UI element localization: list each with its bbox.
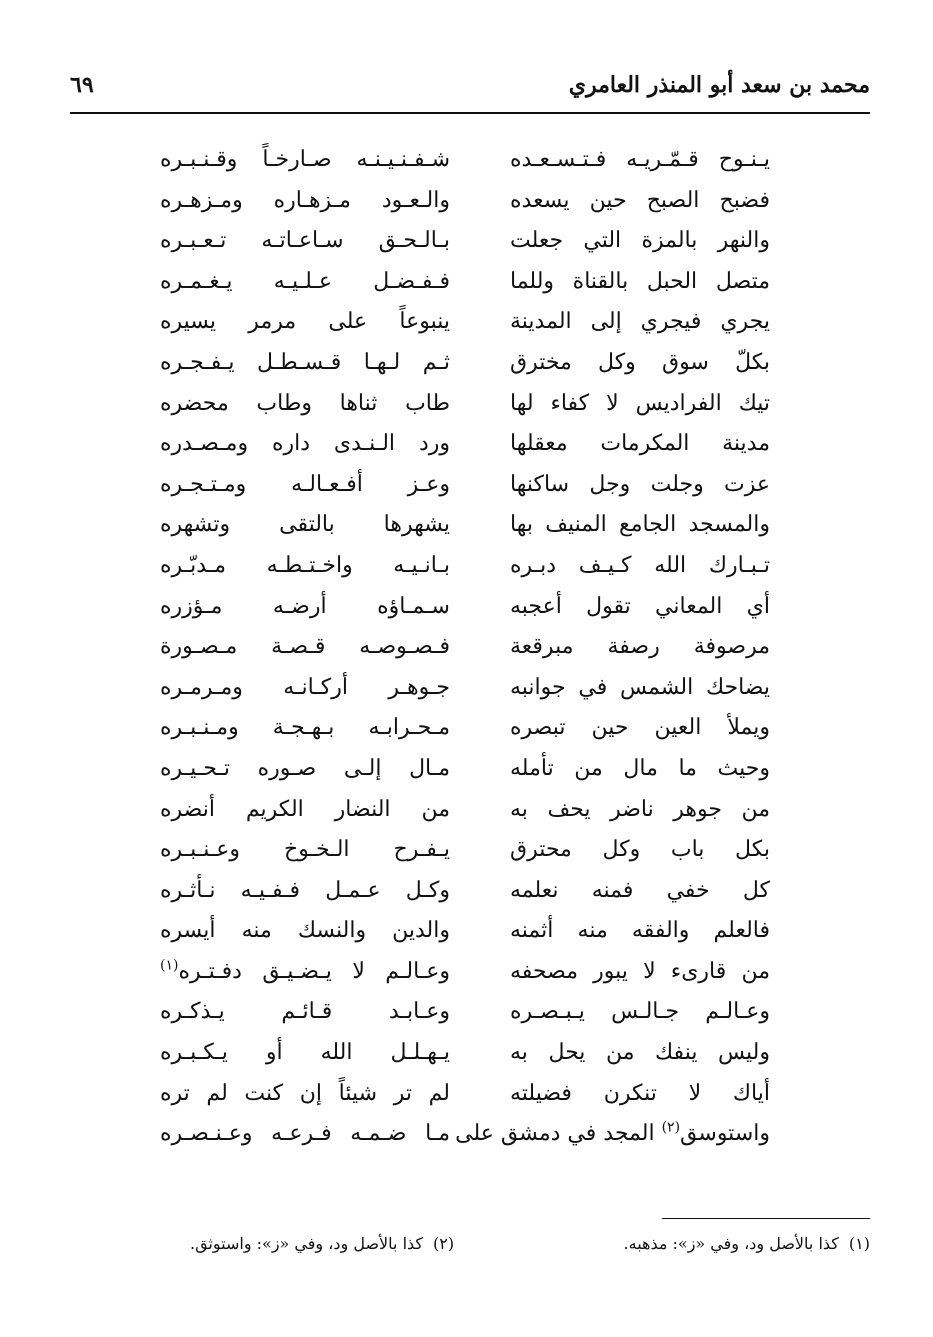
verse-row (160, 871, 770, 912)
verse-row (160, 830, 770, 871)
hemistich-text: وعـالـم لا يـضـيـق دفـتـره (178, 958, 450, 984)
hemistich-text: تـبـارك الله كـيـف دبـره (510, 552, 770, 578)
footnote-text: كذا بالأصل ود، وفي «ز»: مذهبه. (623, 1234, 839, 1253)
hemistich-text: بـانـيـه واخـتـطـه مـدبّـره (160, 552, 450, 578)
hemistich-text: مـا ضـمـه فـرعـه وعـنـصـره (160, 1121, 450, 1147)
hemistich-text: طاب ثناها وطاب محضره (160, 390, 450, 416)
hemistich-text: ينبوعاً على مرمر يسيره (160, 309, 450, 335)
verse-row (160, 587, 770, 628)
hemistich-text: يـفـرح الـخـوخ وعـنـبـره (160, 837, 450, 863)
verse-second-hemistich (160, 1114, 450, 1154)
verse-second-hemistich (160, 587, 450, 627)
verse-second-hemistich (160, 749, 450, 789)
verse-second-hemistich (160, 546, 450, 586)
verse-second-hemistich (160, 992, 450, 1032)
hemistich-text: فـفـضـل عـلـيـه يـغـمـره (160, 268, 450, 294)
footnote-text: كذا بالأصل ود، وفي «ز»: واستوثق. (190, 1234, 424, 1253)
verse-first-hemistich (510, 343, 770, 383)
footnote-1 (624, 1234, 870, 1253)
header-divider (70, 112, 870, 114)
verse-second-hemistich (160, 708, 450, 748)
verse-first-hemistich (510, 546, 770, 586)
verse-row (160, 424, 770, 465)
verse-row (160, 749, 770, 790)
hemistich-text: شـفـنـيـنـه صـارخـاً وقـنـبـره (160, 147, 450, 172)
hemistich-text: أي المعاني تقول أعجبه (510, 593, 770, 619)
verse-first-hemistich (510, 1074, 770, 1114)
hemistich-text: مـال إلـى صـوره تـحـيـره (160, 755, 450, 781)
verse-first-hemistich (510, 302, 770, 342)
hemistich-text: متصل الحبل بالقناة وللما (510, 268, 770, 294)
verse-row (160, 1033, 770, 1074)
header-title: محمد بن سعد أبو المنذر العامري (568, 72, 870, 98)
hemistich-text: والمسجد الجامع المنيف بها (510, 512, 770, 538)
verse-first-hemistich (510, 505, 770, 545)
verse-first-hemistich (510, 871, 770, 911)
verse-row (160, 181, 770, 222)
hemistich-text: جـوهـر أركـانـه ومـرمـره (160, 674, 450, 700)
verse-row (160, 505, 770, 546)
hemistich-text: مـحـرابـه بـهـجـة ومـنـبـره (160, 715, 450, 741)
hemistich-text: وحيث ما مال من تأمله (510, 755, 770, 781)
verse-second-hemistich (160, 262, 450, 302)
hemistich-text: والدين والنسك منه أيسره (160, 918, 450, 944)
verse-first-hemistich (510, 262, 770, 302)
verse-second-hemistich (160, 911, 450, 951)
poem (160, 140, 770, 1155)
hemistich-text: مدينة المكرمات معقلها (510, 431, 770, 457)
verse-first-hemistich (510, 1033, 770, 1073)
hemistich-text: سـمـاؤه أرضـه مـؤزره (160, 593, 450, 619)
verse-row (160, 262, 770, 303)
hemistich-text: وكـل عـمـل فـفـيـه نـأثـره (160, 877, 450, 903)
verse-first-hemistich (510, 140, 770, 180)
running-header (70, 66, 870, 106)
hemistich-text: وعـابـد قـائـم يـذكـره (160, 999, 450, 1025)
verse-first-hemistich (510, 952, 770, 992)
page-number: ٦٩ (70, 72, 94, 98)
hemistich-text: من النضار الكريم أنضره (160, 796, 450, 822)
hemistich-text: عزت وجلت وجل ساكنها (510, 471, 770, 497)
verse-row (160, 668, 770, 709)
hemistich-text: فـصـوصـه قـصـة مـصـورة (160, 634, 450, 660)
verse-row (160, 1114, 770, 1155)
hemistich-text: والنهر بالمزة التي جعلت (510, 228, 770, 254)
verse-second-hemistich (160, 302, 450, 342)
verse-second-hemistich (160, 384, 450, 424)
hemistich-text: بـالـحـق سـاعـاتـه تـعـبـره (160, 228, 450, 254)
verse-first-hemistich (510, 465, 770, 505)
hemistich-text: والـعـود مـزهـاره ومـزهـره (160, 187, 450, 213)
verse-second-hemistich (160, 830, 450, 870)
verse-row (160, 140, 770, 181)
hemistich-text: واستوسق (680, 1121, 770, 1147)
verse-first-hemistich (510, 992, 770, 1032)
verse-row (160, 221, 770, 262)
hemistich-text: لم تر شيئاً إن كنت لم تره (160, 1080, 450, 1106)
verse-second-hemistich (160, 790, 450, 830)
verse-row (160, 952, 770, 993)
verse-second-hemistich (160, 627, 450, 667)
verse-first-hemistich (510, 790, 770, 830)
hemistich-text: من قارىء لا يبور مصحفه (510, 958, 770, 984)
hemistich-text: يضاحك الشمس في جوانبه (510, 674, 770, 700)
footnote-reference: (١) (160, 957, 179, 974)
verse-second-hemistich (160, 424, 450, 464)
footnote-number: (٢) (433, 1234, 455, 1253)
verse-second-hemistich (160, 952, 450, 992)
footnote-reference: (٢) (661, 1119, 681, 1136)
hemistich-text: المجد في دمشق على (455, 1121, 655, 1147)
hemistich-text: أياك لا تنكرن فضيلته (510, 1080, 770, 1106)
verse-row (160, 790, 770, 831)
verse-second-hemistich (160, 1033, 450, 1073)
hemistich-text: يـهـلـل الله أو يـكـبـره (160, 1040, 450, 1066)
hemistich-text: بكلّ سوق وكل مخترق (510, 349, 770, 375)
verse-row (160, 465, 770, 506)
hemistich-text: وعـالـم جـالـس يـبـصـره (510, 999, 770, 1025)
verse-row (160, 343, 770, 384)
footnotes (190, 1234, 870, 1264)
hemistich-text: يـنـوح قـمّـريـه فـتـسـعـده (510, 147, 770, 172)
hemistich-text: وليس ينفك من يحل به (510, 1040, 770, 1066)
verse-row (160, 911, 770, 952)
hemistich-text: بكل باب وكل محترق (510, 837, 770, 863)
verse-second-hemistich (160, 505, 450, 545)
verse-row (160, 384, 770, 425)
footnote-number: (١) (848, 1234, 870, 1253)
verse-row (160, 992, 770, 1033)
verse-first-hemistich (510, 221, 770, 261)
hemistich-text: من جوهر ناضر يحف به (510, 796, 770, 822)
hemistich-text: فالعلم والفقه منه أثمنه (510, 918, 770, 944)
hemistich-text: كل خفي فمنه نعلمه (510, 877, 770, 903)
verse-first-hemistich (510, 830, 770, 870)
verse-row (160, 1074, 770, 1115)
verse-row (160, 627, 770, 668)
verse-first-hemistich (510, 911, 770, 951)
footnote-divider (662, 1218, 870, 1219)
verse-first-hemistich (510, 627, 770, 667)
verse-first-hemistich (510, 424, 770, 464)
hemistich-text: مرصوفة رصفة مبرقعة (510, 634, 770, 660)
verse-row (160, 302, 770, 343)
verse-first-hemistich (510, 708, 770, 748)
verse-first-hemistich (455, 1114, 770, 1154)
hemistich-text: وعـز أفـعـالـه ومـتـجـره (160, 471, 450, 497)
verse-second-hemistich (160, 140, 450, 180)
hemistich-text: تيك الفراديس لا كفاء لها (510, 390, 770, 416)
verse-first-hemistich (510, 749, 770, 789)
verse-second-hemistich (160, 1074, 450, 1114)
verse-second-hemistich (160, 343, 450, 383)
footnote-2 (190, 1234, 454, 1253)
hemistich-text: ثـم لـهـا قـسـطـل يـفـجـره (160, 349, 450, 375)
verse-row (160, 546, 770, 587)
hemistich-text: ويملأ العين حين تبصره (510, 715, 770, 741)
verse-row (160, 708, 770, 749)
hemistich-text: يشهرها بالتقى وتشهره (160, 512, 450, 538)
verse-second-hemistich (160, 181, 450, 221)
verse-second-hemistich (160, 871, 450, 911)
verse-second-hemistich (160, 465, 450, 505)
verse-first-hemistich (510, 181, 770, 221)
verse-second-hemistich (160, 668, 450, 708)
verse-first-hemistich (510, 587, 770, 627)
verse-first-hemistich (510, 384, 770, 424)
verse-first-hemistich (510, 668, 770, 708)
verse-second-hemistich (160, 221, 450, 261)
hemistich-text: يجري فيجري إلى المدينة (510, 309, 770, 335)
hemistich-text: فضبح الصبح حين يسعده (510, 187, 770, 213)
hemistich-text: ورد الـنـدى داره ومـصـدره (160, 431, 450, 457)
